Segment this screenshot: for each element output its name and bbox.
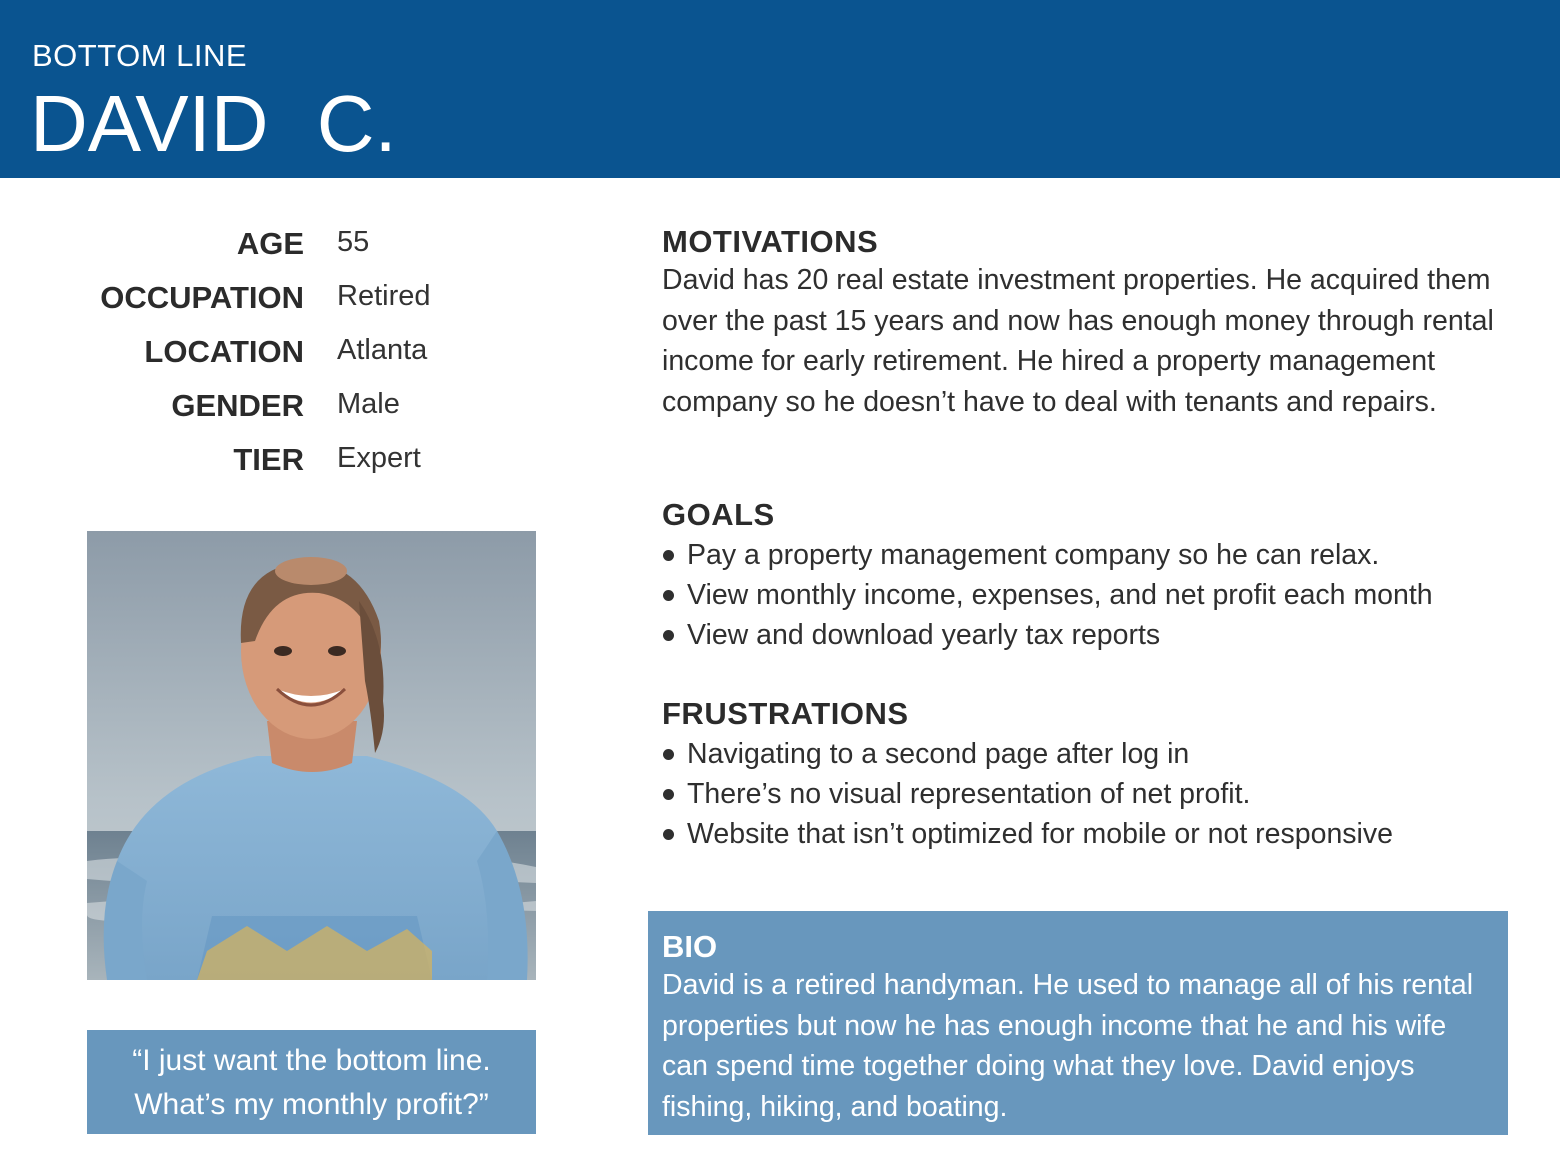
persona-profile <box>40 222 600 492</box>
bio-heading: BIO <box>662 929 718 964</box>
profile-value: Male <box>337 388 400 420</box>
profile-label: GENDER <box>171 388 304 423</box>
profile-row-gender <box>40 384 600 438</box>
list-item <box>662 814 1542 854</box>
bullet-icon <box>663 749 674 760</box>
persona-name: DAVID C. <box>30 79 397 168</box>
list-item <box>662 774 1542 814</box>
list-item-text: There’s no visual representation of net profit. <box>687 778 1251 810</box>
profile-value: Retired <box>337 280 431 312</box>
list-item-text: Pay a property management company so he can relax. <box>687 539 1380 571</box>
quote-line: “I just want the bottom line. <box>132 1044 491 1077</box>
list-item-text: Navigating to a second page after log in <box>687 738 1190 770</box>
bullet-icon <box>663 829 674 840</box>
persona-quote <box>87 1030 536 1134</box>
list-item <box>662 734 1542 774</box>
quote-line: What’s my monthly profit?” <box>134 1088 489 1121</box>
profile-value: 55 <box>337 226 370 258</box>
profile-label: LOCATION <box>144 334 304 369</box>
list-item <box>662 615 1542 655</box>
list-item <box>662 575 1542 615</box>
frustrations-section <box>662 696 1542 854</box>
profile-value: Atlanta <box>337 334 428 366</box>
bullet-icon <box>663 789 674 800</box>
persona-header <box>0 0 1560 178</box>
list-item-text: Website that isn’t optimized for mobile or not responsive <box>687 818 1393 850</box>
motivations-heading: MOTIVATIONS <box>662 224 879 259</box>
profile-row-occupation <box>40 276 600 330</box>
motivations-section <box>662 224 1542 422</box>
profile-value: Expert <box>337 442 421 474</box>
profile-row-location <box>40 330 600 384</box>
goals-heading: GOALS <box>662 497 775 532</box>
profile-label: OCCUPATION <box>100 280 304 315</box>
motivations-text: David has 20 real estate investment properties. He acquired them over the past 15 years and now has enough money through rental income for early retirement. He hired a property management company so he doesn’t have to deal with tenants and repairs. <box>662 264 1494 418</box>
list-item <box>662 535 1542 575</box>
bullet-icon <box>663 590 674 601</box>
list-item-text: View and download yearly tax reports <box>687 619 1161 651</box>
profile-label: AGE <box>236 226 304 261</box>
frustrations-heading: FRUSTRATIONS <box>662 696 909 731</box>
bio-text: David is a retired handyman. He used to manage all of his rental properties but now he has enough income that he and his wife can spend time together doing what they love. David enjoys fishing, hiking, and boating. <box>662 969 1474 1123</box>
goals-list <box>662 535 1542 655</box>
profile-row-age <box>40 222 600 276</box>
profile-row-tier <box>40 438 600 492</box>
bullet-icon <box>663 630 674 641</box>
bullet-icon <box>663 550 674 561</box>
persona-subtitle: BOTTOM LINE <box>32 38 248 73</box>
frustrations-list <box>662 734 1542 854</box>
list-item-text: View monthly income, expenses, and net profit each month <box>687 579 1433 611</box>
goals-section <box>662 497 1542 655</box>
bio-panel <box>648 911 1508 1135</box>
persona-photo <box>87 531 536 980</box>
profile-label: TIER <box>233 442 304 477</box>
